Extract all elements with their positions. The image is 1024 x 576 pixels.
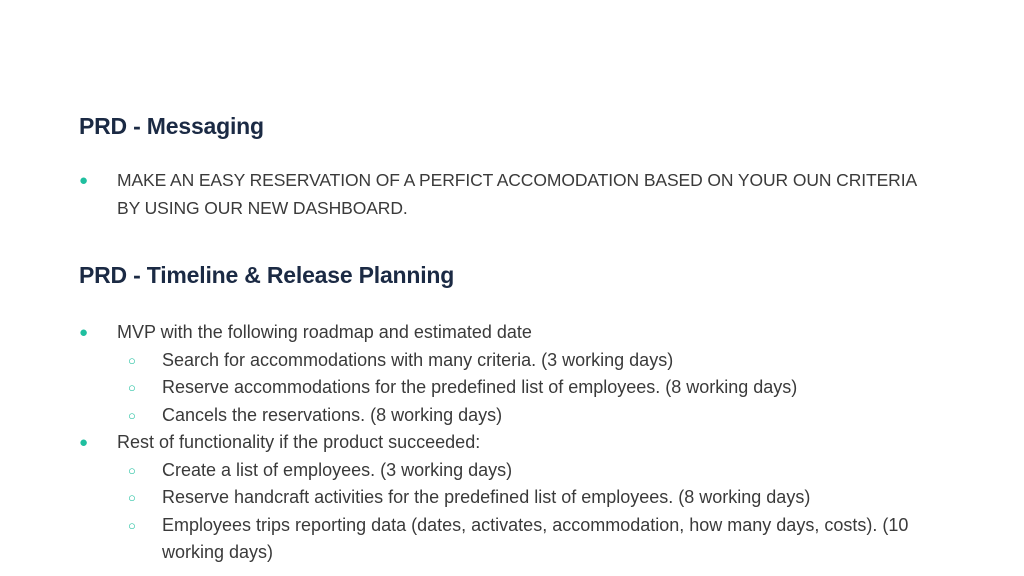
sub-bullet-icon: ○ — [128, 462, 136, 478]
sub-list-item — [0, 484, 952, 512]
sub-list-item — [0, 457, 952, 485]
sub-list-item-text: Reserve accommodations for the predefined list of employees. (8 working days) — [162, 377, 798, 397]
sub-list-item-text: Search for accommodations with many criteria. (3 working days) — [162, 349, 674, 370]
list-item-text: Rest of functionality if the product succeeded: — [117, 432, 481, 452]
list-item — [0, 319, 937, 429]
bullet-icon: ● — [79, 172, 88, 189]
bullet-icon: ● — [79, 324, 89, 341]
list-item-text: MAKE AN EASY RESERVATION OF A PERFICT ACCOMODATION BASED ON YOUR OUN CRITERIA BY USING OUR NEW DASHBOARD. — [117, 170, 917, 218]
sub-list-item — [0, 374, 952, 402]
messaging-list — [0, 167, 1024, 222]
sub-list-item — [0, 512, 952, 567]
sub-list — [117, 347, 937, 430]
sub-list — [117, 457, 937, 567]
sub-list-item-text: Reserve handcraft activities for the predefined list of employees. (8 working days) — [162, 487, 811, 507]
sub-bullet-icon: ○ — [128, 490, 136, 505]
messaging-heading: PRD - Messaging — [79, 113, 264, 139]
bullet-icon: ● — [79, 434, 89, 451]
timeline-list — [0, 319, 1024, 567]
sub-list-item — [0, 402, 952, 430]
sub-bullet-icon: ○ — [128, 352, 136, 368]
sub-list-item-text: Create a list of employees. (3 working days) — [162, 459, 513, 480]
timeline-heading: PRD - Timeline & Release Planning — [79, 262, 455, 288]
list-item — [0, 429, 937, 567]
list-item — [0, 167, 937, 222]
sub-bullet-icon: ○ — [128, 407, 136, 423]
sub-bullet-icon: ○ — [128, 380, 136, 395]
sub-list-item-text: Employees trips reporting data (dates, activates, accommodation, how many days, costs). (10 working days) — [162, 514, 909, 562]
sub-bullet-icon: ○ — [128, 517, 136, 533]
sub-list-item-text: Cancels the reservations. (8 working days) — [162, 404, 503, 425]
list-item-text: MVP with the following roadmap and estimated date — [117, 322, 532, 342]
sub-list-item — [0, 347, 952, 375]
